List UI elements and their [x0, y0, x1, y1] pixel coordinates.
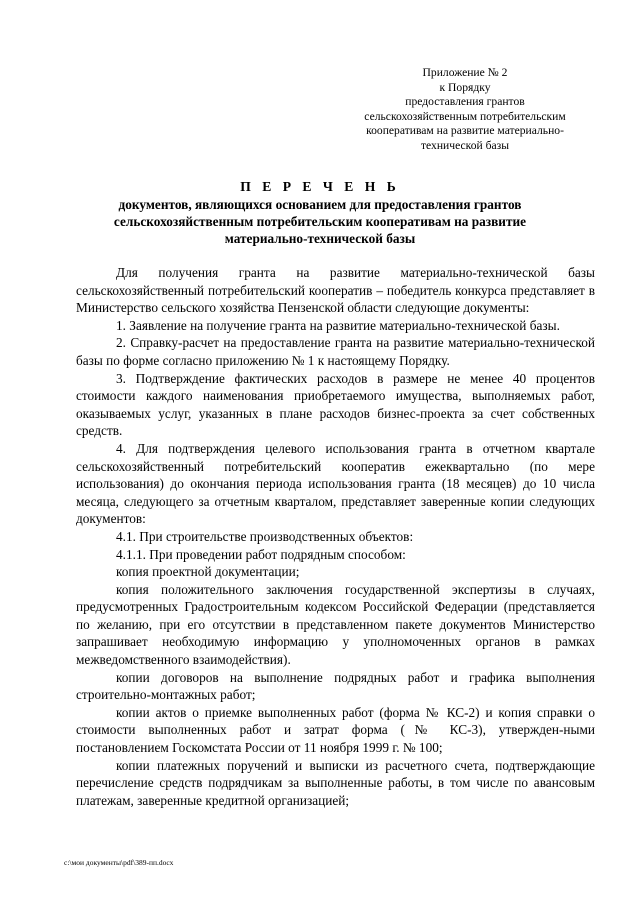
appendix-line: к Порядку [439, 80, 491, 94]
document-body [76, 264, 595, 809]
paragraph-acts: копии актов о приемке выполненных работ (форма № КС-2) и копия справки о стоимости выполненных работ и затрат форма (№ КС-3), утвержден-ными постановлением Госкомстата России от 11 ноября 1999 г. № 100; [76, 704, 595, 756]
appendix-reference [330, 66, 600, 154]
paragraph-item-4-1: 4.1. При строительстве производственных объектов: [116, 528, 414, 544]
appendix-line: кооперативам на развитие материально- [366, 124, 564, 138]
appendix-line: сельскохозяйственным потребительским [364, 109, 566, 123]
paragraph-project-docs: копия проектной документации; [116, 564, 300, 580]
subtitle-line: сельскохозяйственным потребительским кооперативам на развитие [113, 214, 527, 229]
paragraph-item-3: 3. Подтверждение фактических расходов в размере не менее 40 процентов стоимости каждого наименования приобретаемого имущества, выполняемых работ, оказываемых услуг, указанных в плане расходов бизнес-проекта за счет собственных средств. [76, 370, 595, 439]
appendix-line: технической базы [420, 138, 510, 152]
paragraph-item-4-1-1: 4.1.1. При проведении работ подрядным способом: [116, 546, 406, 562]
appendix-line: Приложение № 2 [422, 66, 508, 79]
paragraph-contracts: копии договоров на выполнение подрядных работ и графика выполнения строительно-монтажных работ; [76, 669, 595, 703]
document-subtitle [60, 196, 580, 247]
paragraph-payments: копии платежных поручений и выписки из расчетного счета, подтверждающие перечисление средств подрядчикам за выполненные работы, в том числе по авансовым платежам, заверенные кредитной организацией; [76, 757, 595, 808]
paragraph-item-2: 2. Справку-расчет на предоставление гранта на развитие материально-технической базы по форме согласно приложению № 1 к настоящему Порядку. [76, 335, 595, 368]
appendix-line: предоставления грантов [405, 95, 525, 109]
paragraph-expertise: копия положительного заключения государственной экспертизы в случаях, предусмотренных Градостроительным кодексом Российской Федерации (представляется по желанию, при его отсутствии в представленном пакете документов Министерство запрашивает необходимую информацию у уполномоченных органов в рамках межведомственного взаимодействия). [76, 581, 595, 668]
paragraph-item-1: 1. Заявление на получение гранта на развитие материально-технической базы. [116, 317, 560, 333]
paragraph-item-4: 4. Для подтверждения целевого использования гранта в отчетном квартале сельскохозяйственный потребительский кооператив ежеквартально (по мере использования) до окончания периода использования гранта (18 месяцев) до 10 числа месяца, следующего за отчетным кварталом, представляет заверенные копии следующих документов: [76, 440, 595, 527]
document-title: П Е Р Е Ч Е Н Ь [240, 179, 400, 194]
file-path-footer: c:\мои документы\pdf\389-пп.docx [64, 858, 174, 867]
subtitle-line: материально-технической базы [224, 231, 416, 246]
paragraph-intro: Для получения гранта на развитие материально-технической базы сельскохозяйственный потребительский кооператив – победитель конкурса представляет в Министерство сельского хозяйства Пензенской области следующие документы: [76, 265, 595, 316]
subtitle-line: документов, являющихся основанием для предоставления грантов [118, 197, 522, 212]
